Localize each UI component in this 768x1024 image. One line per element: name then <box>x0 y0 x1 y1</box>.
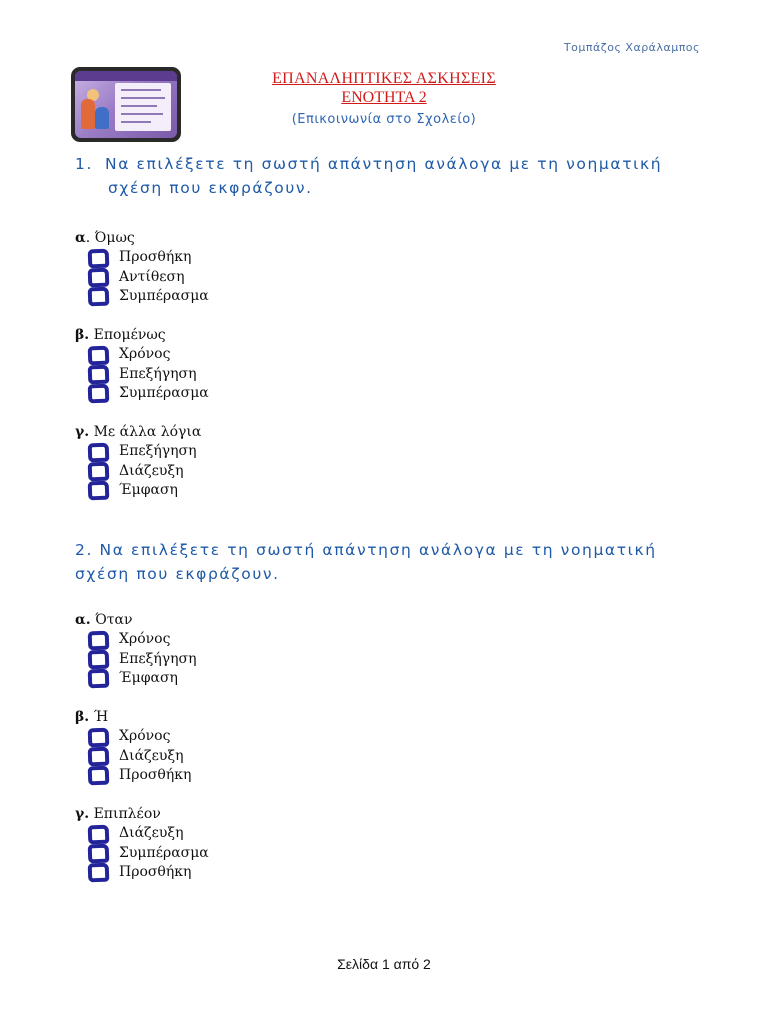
page-number-footer: Σελίδα 1 από 2 <box>337 956 431 972</box>
option-label: Διάζευξη <box>119 825 184 841</box>
checkbox[interactable] <box>88 649 110 669</box>
option-label: Συμπέρασμα <box>119 844 209 861</box>
group-term: . Όμως <box>85 230 135 246</box>
unit-title: ΕΝΟΤΗΤΑ 2 <box>341 89 427 106</box>
question-text-line1: 2. Να επιλέξετε τη σωστή απάντηση ανάλογα με τη νοηματική <box>75 541 657 559</box>
checkbox[interactable] <box>88 631 110 651</box>
option-label: Χρόνος <box>119 728 171 744</box>
checkbox[interactable] <box>88 461 110 481</box>
checkbox[interactable] <box>88 287 110 307</box>
checkbox[interactable] <box>88 443 110 463</box>
group-letter: α <box>75 230 86 246</box>
option-label: Συμπέρασμα <box>119 288 209 304</box>
checkbox[interactable] <box>88 766 110 786</box>
question-1 <box>75 152 695 200</box>
choice-group <box>75 423 375 501</box>
question-text-line2: σχέση που εκφράζουν. <box>108 179 313 197</box>
worksheet-title: ΕΠΑΝΑΛΗΠΤΙΚΕΣ ΑΣΚΗΣΕΙΣ <box>272 70 496 87</box>
group-letter: β. <box>75 709 90 725</box>
question-text-line1: Να επιλέξετε τη σωστή απάντηση ανάλογα με τη νοηματική <box>105 155 663 173</box>
question-text-line2: σχέση που εκφράζουν. <box>75 565 280 583</box>
choice-group <box>75 805 375 883</box>
group-letter: α. <box>75 612 91 628</box>
group-term: Επομένως <box>89 327 166 343</box>
group-term: Ή <box>89 709 109 725</box>
option-label: Προσθήκη <box>119 249 192 265</box>
group-term: Όταν <box>90 612 133 628</box>
group-letter: γ. <box>75 424 90 440</box>
checkbox[interactable] <box>88 863 110 883</box>
choice-group <box>75 326 375 404</box>
checkbox[interactable] <box>88 267 110 287</box>
checkbox[interactable] <box>88 825 110 845</box>
group-term: Με άλλα λόγια <box>89 424 202 440</box>
option-label: Επεξήγηση <box>119 365 197 382</box>
group-letter: β. <box>75 327 90 343</box>
checkbox[interactable] <box>88 249 110 269</box>
choice-group <box>75 708 375 786</box>
group-letter: γ. <box>75 806 90 822</box>
option-label: Προσθήκη <box>119 767 192 783</box>
option-label: Χρόνος <box>119 631 171 647</box>
option-label: Προσθήκη <box>119 864 192 880</box>
option-label: Διάζευξη <box>119 462 184 479</box>
checkbox[interactable] <box>88 746 110 766</box>
checkbox[interactable] <box>88 669 110 689</box>
option-label: Έμφαση <box>119 670 178 686</box>
checkbox[interactable] <box>88 843 110 863</box>
option-label: Συμπέρασμα <box>119 385 209 401</box>
checkbox[interactable] <box>88 728 110 748</box>
choice-group <box>75 229 375 307</box>
group-term: Επιπλέον <box>89 806 161 822</box>
option-label: Αντίθεση <box>119 268 185 285</box>
unit-subtitle: (Επικοινωνία στο Σχολείο) <box>291 112 477 127</box>
checkbox[interactable] <box>88 384 110 404</box>
option-label: Χρόνος <box>119 346 171 362</box>
checkbox[interactable] <box>88 364 110 384</box>
option-label: Διάζευξη <box>119 747 184 764</box>
option-label: Έμφαση <box>119 482 178 498</box>
question-2 <box>75 538 695 586</box>
choice-group <box>75 611 375 689</box>
question-number: 1. <box>75 155 93 173</box>
option-label: Επεξήγηση <box>119 650 197 667</box>
author-name: Τομπάζος Χαράλαμπος <box>563 41 700 54</box>
checkbox[interactable] <box>88 481 110 501</box>
option-label: Επεξήγηση <box>119 443 197 459</box>
checkbox[interactable] <box>88 346 110 366</box>
